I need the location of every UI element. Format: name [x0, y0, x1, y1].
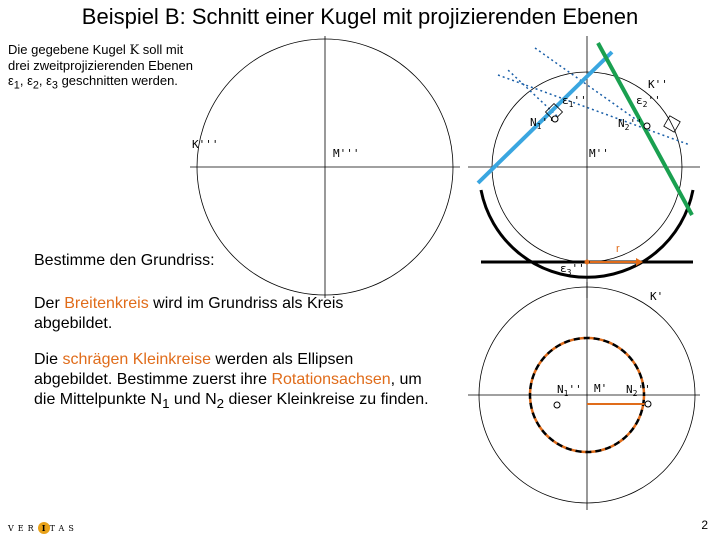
label-eps3-prime: ''	[571, 262, 585, 275]
label-eps2-sub: 2	[642, 100, 648, 109]
label-n2-sub: 2	[624, 123, 630, 132]
eps-sub-1: 1	[13, 79, 20, 92]
para2-post: dieser Kleinkreise zu finden.	[224, 391, 429, 408]
para2-mid1: werden als Ellipsen abgebildet. Bestimme zuerst ihre	[34, 351, 354, 388]
eps-sub-3: 3	[51, 79, 58, 92]
point-n2-top	[645, 401, 651, 407]
label-eps1-sub: 1	[568, 100, 574, 109]
label-eps1-prime: ''	[573, 94, 587, 107]
plane-eps2	[598, 43, 692, 215]
dotted-normal-line	[508, 70, 557, 116]
label-n2-top-prime: ''	[637, 383, 651, 396]
radius-r-start	[585, 260, 590, 265]
label-n1-top-sub: 1	[563, 389, 569, 398]
intro-line1-pre: Die gegebene Kugel	[8, 42, 130, 57]
para2-highlight2: Rotationsachsen	[271, 371, 391, 388]
para2-highlight1: schrägen Kleinkreise	[62, 351, 211, 368]
label-n2-top	[626, 383, 651, 398]
label-n1-double	[530, 116, 555, 131]
label-eps3-symbol: ε	[560, 262, 567, 275]
sep-1: ,	[19, 73, 28, 88]
para2-mid3: und N	[169, 391, 217, 408]
label-eps2-prime: ''	[647, 94, 661, 107]
label-n1-top	[557, 383, 582, 398]
label-r: r	[616, 243, 620, 255]
label-k-double: K''	[648, 78, 668, 91]
label-k-triple: K'''	[192, 138, 219, 151]
task-heading: Bestimme den Grundriss:	[34, 252, 215, 269]
label-n2-top-sub: 2	[632, 389, 638, 398]
para2-sub1: 1	[162, 396, 170, 412]
logo-pre: VER	[8, 524, 38, 533]
label-eps2	[636, 94, 661, 109]
page-number: 2	[701, 518, 708, 532]
intro-line2: drei zweitprojizierenden Ebenen	[8, 58, 194, 73]
label-n2-prime: ''	[629, 117, 643, 130]
point-n2	[644, 123, 650, 129]
para2-pre: Die	[34, 351, 63, 368]
sep-2: ,	[38, 73, 47, 88]
label-n1-top-prime: ''	[568, 383, 582, 396]
veritas-logo	[8, 522, 78, 534]
eps-symbol-3: ε	[46, 73, 52, 88]
label-m-single: M'	[594, 382, 608, 395]
label-m-double: M''	[589, 147, 609, 160]
eps-symbol-1: ε	[8, 73, 14, 88]
eps-sub-2: 2	[32, 79, 39, 92]
para2-sub2: 2	[216, 396, 225, 412]
label-n1-sub: 1	[536, 122, 542, 131]
label-eps2-symbol: ε	[636, 94, 643, 107]
label-n2-letter: N	[618, 117, 625, 130]
para1-pre: Der	[34, 295, 65, 312]
label-n2-top-letter: N	[626, 383, 633, 396]
intro-line1-post: soll mit	[139, 42, 184, 57]
eps-symbol-2: ε	[27, 73, 33, 88]
label-eps3	[560, 262, 585, 277]
logo-i: I	[38, 522, 50, 534]
kugel-symbol: K	[129, 43, 140, 58]
intro-line3-post: geschnitten werden.	[57, 73, 178, 88]
para1-highlight: Breitenkreis	[64, 295, 149, 312]
para2-mid2: , um die Mittelpunkte N	[34, 371, 422, 408]
para1-post: wird im Grundriss als Kreis abgebildet.	[34, 295, 344, 332]
label-n2-double	[618, 117, 643, 132]
label-n1-prime: ''	[541, 116, 555, 129]
label-m-triple: M'''	[333, 147, 360, 160]
label-eps3-sub: 3	[566, 268, 572, 277]
point-n1-top	[554, 402, 560, 408]
label-eps1-symbol: ε	[562, 94, 569, 107]
label-n1-letter: N	[530, 116, 537, 129]
logo-post: TAS	[49, 524, 78, 533]
page-title: Beispiel B: Schnitt einer Kugel mit projizierenden Ebenen	[81, 4, 639, 29]
label-k-single: K'	[650, 290, 664, 303]
label-n1-top-letter: N	[557, 383, 564, 396]
label-eps1	[562, 94, 587, 109]
